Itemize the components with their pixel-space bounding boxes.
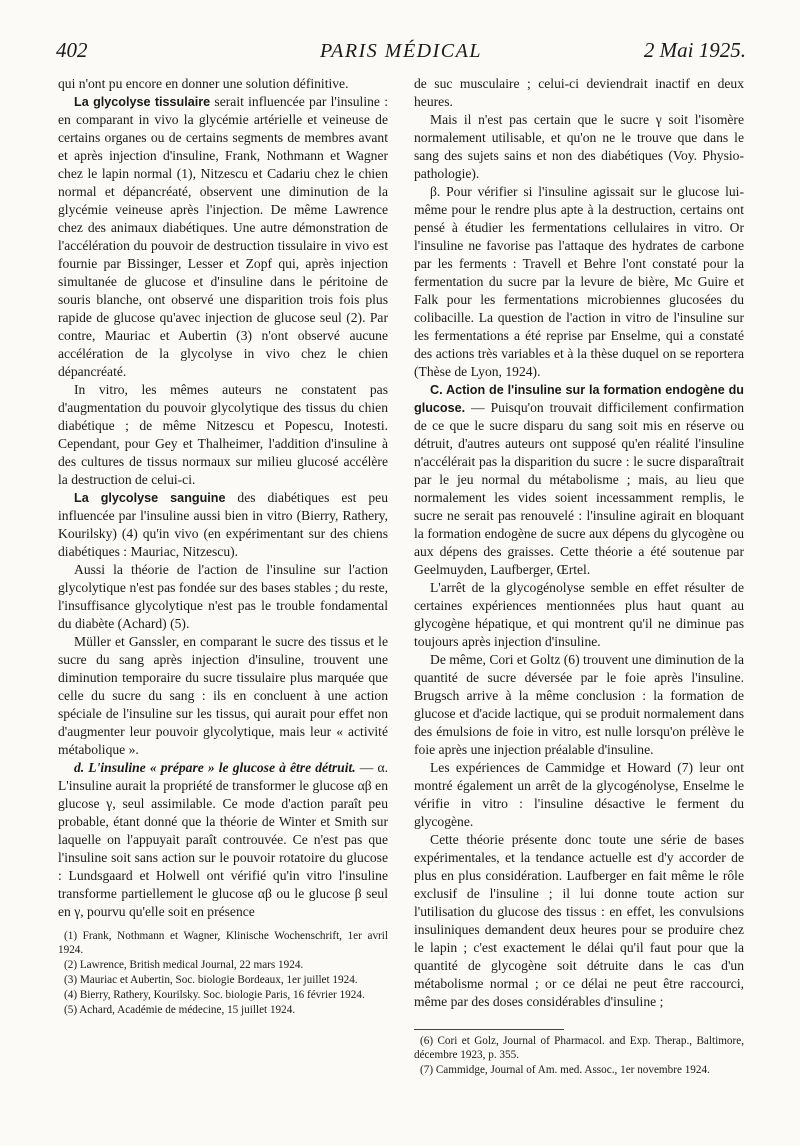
footnote: (3) Mauriac et Aubertin, Soc. biologie Bordeaux, 1er juillet 1924. [64, 974, 358, 986]
left-column [58, 75, 388, 1018]
paragraph: L'arrêt de la glycogénolyse semble en effet résulter de certaines expériences mentionnées plus haut quant au glycogène hépatique, et qui montrent qu'il ne diminue pas toujours après injection d'insuline. [414, 580, 744, 649]
page-header [56, 38, 746, 68]
footnotes [58, 929, 388, 1017]
paragraph: Mais il n'est pas certain que le sucre γ soit l'isomère normalement utilisable, et qu'on ne le trouve que dans le sang des sujets sains et non des diabétiques (Voy. Physio-pathologie). [414, 112, 744, 181]
paragraph: β. Pour vérifier si l'insuline agissait sur le glucose lui-même pour le rendre plus apte à la destruction, certains ont pensé à étudier les fermentations cellulaires in vitro. Or l'insuline ne favorise pas l'attaque des hydrates de carbone par les ferments : Travell et Behre l'ont constaté pour la fermentation du sucre par la levure de bière, Mc Guire et Falk pour les fermentations microbiennes glucosées du colibacille. La question de l'action in vitro de l'insuline sur les fermentations a été reprise par Enselme, qui a constaté des actions très variables et à la thèse duquel on se reportera (Thèse de Lyon, 1924). [414, 184, 744, 379]
section-heading: C. Action de l'insuline sur la formation endogène du glucose. [414, 383, 744, 415]
paragraph: In vitro, les mêmes auteurs ne constatent pas d'augmentation du pouvoir glycolytique des tissus du chien diabétique ; de même Nitzescu et Popescu, Inotesti. Cependant, pour Gey et Thalheimer, l'addition d'insuline à des cultures de tissus normaux sur milieu glucosé accélère la destruction de celui-ci. [58, 382, 388, 487]
section-heading: La glycolyse sanguine [74, 491, 226, 505]
section-heading: d. L'insuline « prépare » le glucose à être détruit. [74, 760, 356, 775]
paragraph: Aussi la théorie de l'action de l'insuline sur l'action glycolytique n'est pas fondée sur des bases stables ; du reste, l'insuffisance glycolytique n'est pas le trouble fondamental du diabète (Achard) (5). [58, 562, 388, 631]
paragraph: Les expériences de Cammidge et Howard (7) leur ont montré également un arrêt de la glycogénolyse, Enselme le vérifie in vitro : l'insuline désactive le ferment du glycogène. [414, 760, 744, 829]
paragraph: qui n'ont pu encore en donner une solution définitive. [58, 76, 349, 91]
footnote: (1) Frank, Nothmann et Wagner, Klinische Wochenschrift, 1er avril 1924. [58, 930, 388, 956]
paragraph: Müller et Ganssler, en comparant le sucre des tissus et le sucre du sang après injection d'insuline, trouvent une diminution temporaire du sucre tissulaire plus marquée que celle du sucre du sang : ils en concluent à une action spéciale de l'insuline sur les tissus, qui aurait pour effet non d'augmenter leur pouvoir glycolytique, mais leur « activité métabolique ». [58, 634, 388, 757]
paragraph: La glycolyse tissulaire serait influencée par l'insuline : en comparant in vivo la glycémie artérielle et veineuse de certains organes ou de certains segments de membres avant et après injection d'insuline, Frank, Nothmann et Wagner chez le lapin normal (1), Nitzescu et Cadariu chez le chien normal et dépancréaté, observent une diminution de la glycémie veineuse après l'injection. De même Lawrence chez des animaux diabétiques. Une autre démonstration de l'accélération du pouvoir de destruction tissulaire in vivo est fournie par Bissinger, Lesser et Zopf qui, après injection simultanée de glucose et d'insuline dans le péritoine de souris blanche, ont observé une disparition trois fois plus rapide de glucose qu'avec injection de glucose seul (2). Par contre, Mauriac et Aubertin (3) n'ont observé aucune accélération de la glycolyse in vivo chez le chien dépancréaté. [58, 94, 388, 379]
paragraph: de suc musculaire ; celui-ci deviendrait inactif en deux heures. [414, 76, 744, 109]
paragraph: Cette théorie présente donc toute une série de bases expérimentales, et la tendance actuelle est d'y accorder de plus en plus considération. Laufberger en fait même le rôle exclusif de l'insuline ; il lui donne toute action sur l'utilisation du glucose des tissus : en effet, les convulsions insuliniques demandent deux heures pour se produire chez le lapin ; c'est exactement le délai qu'il faut pour que la quantité de glycogène soit détruite dans le cas d'un métabolisme normal ; or ce délai ne peut être raccourci, même par des doses considérables d'insuline ; [414, 832, 744, 1009]
footnote-divider [414, 1029, 564, 1030]
footnotes [414, 1034, 744, 1078]
footnote: (5) Achard, Académie de médecine, 15 juillet 1924. [64, 1004, 296, 1016]
paragraph: C. Action de l'insuline sur la formation endogène du glucose. — Puisqu'on trouvait difficilement confirmation de ce que le sucre disparu du sang soit mis en réserve ou détruit, d'autres auteurs ont supposé qu'en réalité l'insuline n'accélérait pas la disparition du sucre : le sucre disparaîtrait par le jeu normal du métabolisme ; mais, au lieu que normalement les vides soient incessamment remplis, le sucre ne serait pas renouvelé : l'insuline agirait en bloquant la formation endogène de sucre aux dépens du glycogène ou aux dépens des graisses. Cette théorie a été soutenue par Geelmuyden, Laufberger, Œrtel. [414, 383, 744, 577]
section-heading: La glycolyse tissulaire [74, 95, 211, 109]
issue-date: 2 Mai 1925. [643, 38, 746, 62]
paragraph: De même, Cori et Goltz (6) trouvent une diminution de la quantité de sucre déversée par le foie après l'insuline. Brugsch arrive à la même conclusion : la formation de glucose et d'acide lactique, qui se produit normalement dans des émulsions de foie in vitro, est nulle lorsqu'on prélève le foie après une injection préalable d'insuline. [414, 652, 744, 757]
footnote: (6) Cori et Golz, Journal of Pharmacol. and Exp. Therap., Baltimore, décembre 1923, p. 355. [414, 1035, 744, 1061]
footnote: (4) Bierry, Rathery, Kourilsky. Soc. biologie Paris, 16 février 1924. [64, 989, 365, 1001]
paragraph: d. L'insuline « prépare » le glucose à être détruit. — α. L'insuline aurait la propriété de transformer le glucose αβ en glucose γ, seul assimilable. Ce mode d'action paraît peu probable, étant donné que la théorie de Winter et Smith sur laquelle on l'appuyait paraît controuvée. Ce n'est pas que l'insuline soit sans action sur le pouvoir rotatoire du glucose : Lundsgaard et Holwell ont vérifié qu'in vitro l'insuline transforme partiellement le glucose αβ ou le glucose β seul en γ, pourvu qu'elle soit en présence [58, 760, 388, 919]
page-number: 402 [56, 38, 88, 62]
footnote: (2) Lawrence, British medical Journal, 22 mars 1924. [64, 959, 304, 971]
right-column [414, 75, 744, 1011]
journal-title: PARIS MÉDICAL [320, 40, 482, 62]
footnote: (7) Cammidge, Journal of Am. med. Assoc., 1er novembre 1924. [420, 1064, 710, 1076]
paragraph: La glycolyse sanguine des diabétiques est peu influencée par l'insuline aussi bien in vitro (Bierry, Rathery, Kourilsky) (4) qu'in vivo (en expérimentant sur des chiens diabétiques : Mauriac, Nitzescu). [58, 490, 388, 559]
